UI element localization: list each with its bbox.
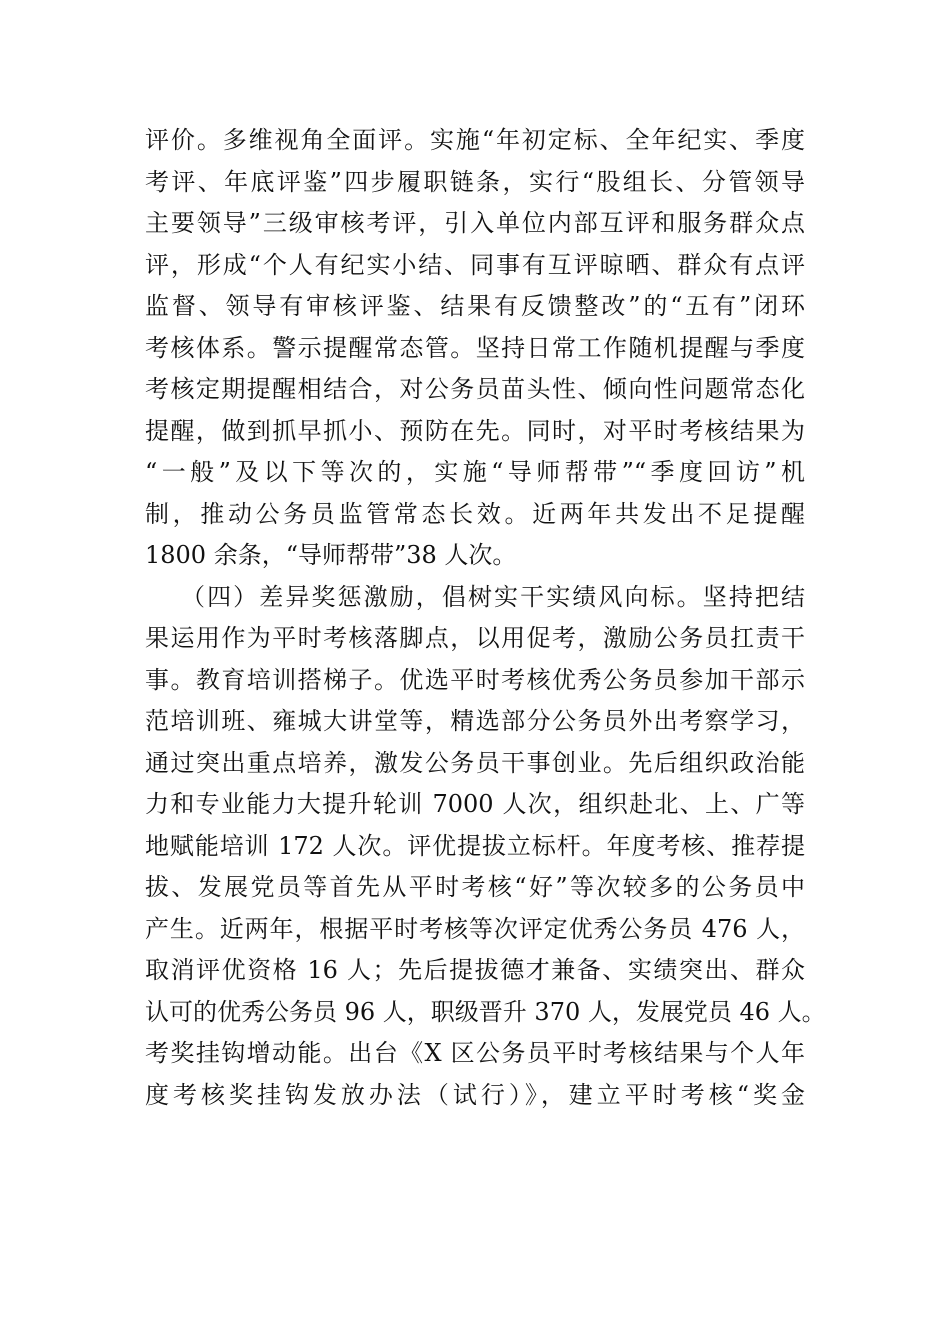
text-line: 考评、年底评鉴”四步履职链条，实行“股组长、分管领导 — [145, 167, 805, 196]
text-line: 取消评优资格 16 人；先后提拔德才兼备、实绩突出、群众 — [145, 956, 805, 984]
text-line: 产生。近两年，根据平时考核等次评定优秀公务员 476 人， — [145, 914, 805, 943]
text-line: 果运用作为平时考核落脚点，以用促考，激励公务员扛责干 — [145, 624, 805, 652]
text-line: 1800 余条，“导师帮带”38 人次。 — [145, 541, 517, 569]
text-line: 力和专业能力大提升轮训 7000 人次，组织赴北、上、广等 — [145, 790, 805, 818]
text-line: 评价。多维视角全面评。实施“年初定标、全年纪实、季度 — [145, 126, 805, 154]
text-line: 地赋能培训 172 人次。评优提拔立标杆。年度考核、推荐提 — [145, 831, 805, 860]
text-line: 主要领导”三级审核考评，引入单位内部互评和服务群众点 — [145, 209, 805, 237]
text-line: 事。教育培训搭梯子。优选平时考核优秀公务员参加干部示 — [145, 665, 805, 694]
text-line: 度考核奖挂钩发放办法（试行）》，建立平时考核“奖金 — [145, 1080, 805, 1109]
text-line: 通过突出重点培养，激发公务员干事创业。先后组织政治能 — [145, 748, 805, 777]
text-line: 认可的优秀公务员 96 人，职级晋升 370 人，发展党员 46 人。 — [145, 997, 826, 1026]
text-line: 评，形成“个人有纪实小结、同事有互评晾晒、群众有点评 — [145, 250, 805, 279]
text-line: “一般”及以下等次的，实施“导师帮带”“季度回访”机 — [145, 458, 805, 486]
document-body — [145, 120, 826, 1116]
text-line: 提醒，做到抓早抓小、预防在先。同时，对平时考核结果为 — [145, 416, 805, 445]
text-line: 制，推动公务员监管常态长效。近两年共发出不足提醒 — [145, 499, 805, 528]
text-line: 监督、领导有审核评鉴、结果有反馈整改”的“五有”闭环 — [145, 292, 805, 320]
text-line: 考核体系。警示提醒常态管。坚持日常工作随机提醒与季度 — [145, 333, 805, 362]
text-line: 范培训班、雍城大讲堂等，精选部分公务员外出考察学习， — [145, 707, 805, 735]
section-heading-line: （四）差异奖惩激励，倡树实干实绩风向标。坚持把结 — [181, 582, 805, 611]
text-line: 拔、发展党员等首先从平时考核“好”等次较多的公务员中 — [145, 873, 805, 901]
text-line: 考奖挂钩增动能。出台《X 区公务员平时考核结果与个人年 — [145, 1039, 805, 1067]
text-line: 考核定期提醒相结合，对公务员苗头性、倾向性问题常态化 — [145, 375, 805, 403]
